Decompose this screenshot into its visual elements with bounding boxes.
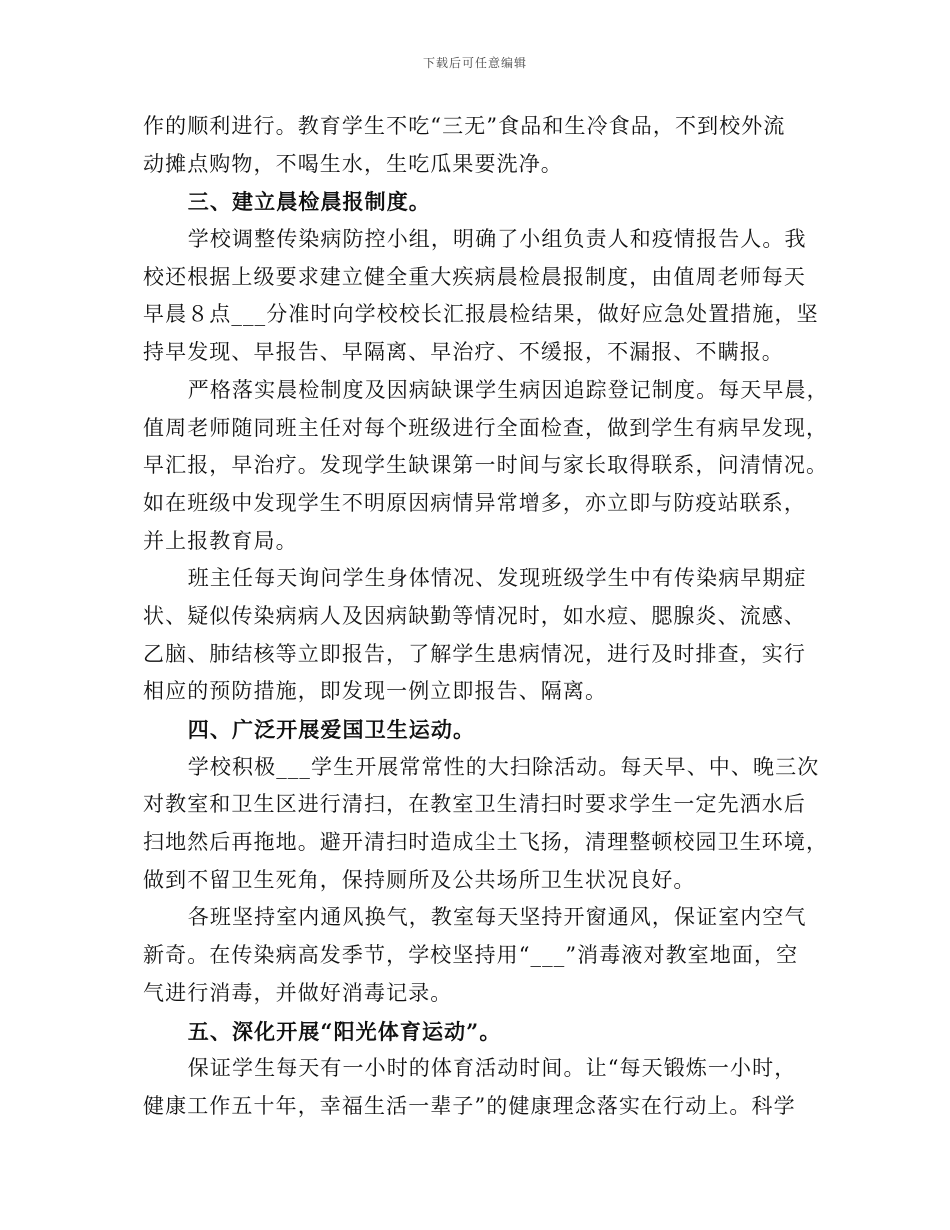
paragraph-line: 健康工作五十年，幸福生活一辈子”的健康理念落实在行动上。科学 [143, 1093, 796, 1118]
paragraph-line: 学校积极___学生开展常常性的大扫除活动。每天早、中、晚三次 [187, 754, 820, 779]
page-header: 下载后可任意编辑 [422, 56, 527, 70]
paragraph-line: 校还根据上级要求建立健全重大疾病晨检晨报制度，由值周老师每天 [143, 264, 806, 289]
paragraph-line: 扫地然后再拖地。避开清扫时造成尘土飞扬，清理整顿校园卫生环境， [143, 830, 829, 855]
document-body [143, 108, 829, 1126]
paragraph-line: 做到不留卫生死角，保持厕所及公共场所卫生状况良好。 [143, 867, 696, 892]
paragraph-line: 新奇。在传染病高发季节，学校坚持用“___”消毒液对教室地面，空 [143, 943, 799, 968]
section-heading: 四、广泛开展爱国卫生运动。 [187, 717, 476, 742]
paragraph-line: 气进行消毒，并做好消毒记录。 [143, 980, 453, 1005]
section-heading: 五、深化开展“阳光体育运动”。 [187, 1018, 502, 1044]
paragraph-line: 如在班级中发现学生不明原因病情异常增多，亦立即与防疫站联系， [143, 490, 806, 515]
paragraph-line: 动摊点购物，不喝生水，生吃瓜果要洗净。 [143, 151, 563, 176]
paragraph-line: 持早发现、早报告、早隔离、早治疗、不缓报，不漏报、不瞒报。 [143, 340, 784, 365]
paragraph-line: 对教室和卫生区进行清扫，在教室卫生清扫时要求学生一定先洒水后 [143, 792, 806, 817]
section-heading: 三、建立晨检晨报制度。 [187, 189, 431, 215]
paragraph-line: 作的顺利进行。教育学生不吃“三无”食品和生冷食品，不到校外流 [143, 114, 786, 138]
paragraph-line: 值周老师随同班主任对每个班级进行全面检查，做到学生有病早发现， [143, 415, 829, 440]
paragraph-line: 早汇报，早治疗。发现学生缺课第一时间与家长取得联系，问清情况。 [143, 453, 829, 478]
paragraph-line: 学校调整传染病防控小组，明确了小组负责人和疫情报告人。我 [187, 227, 807, 252]
paragraph-line: 班主任每天询问学生身体情况、发现班级学生中有传染病早期症 [187, 566, 807, 591]
paragraph-line: 状、疑似传染病病人及因病缺勤等情况时，如水痘、腮腺炎、流感、 [143, 603, 806, 628]
paragraph-line: 并上报教育局。 [143, 528, 298, 553]
paragraph-line: 各班坚持室内通风换气，教室每天坚持开窗通风，保证室内空气 [187, 905, 807, 930]
paragraph-line: 相应的预防措施，即发现一例立即报告、隔离。 [143, 679, 608, 704]
paragraph-line: 乙脑、肺结核等立即报告，了解学生患病情况，进行及时排查，实行 [143, 641, 806, 666]
paragraph-line: 早晨８点___分准时向学校校长汇报晨检结果，做好应急处置措施，坚 [143, 302, 819, 327]
paragraph-line: 保证学生每天有一小时的体育活动时间。让“每天锻炼一小时， [187, 1056, 797, 1081]
paragraph-line: 严格落实晨检制度及因病缺课学生病因追踪登记制度。每天早晨， [187, 377, 829, 402]
